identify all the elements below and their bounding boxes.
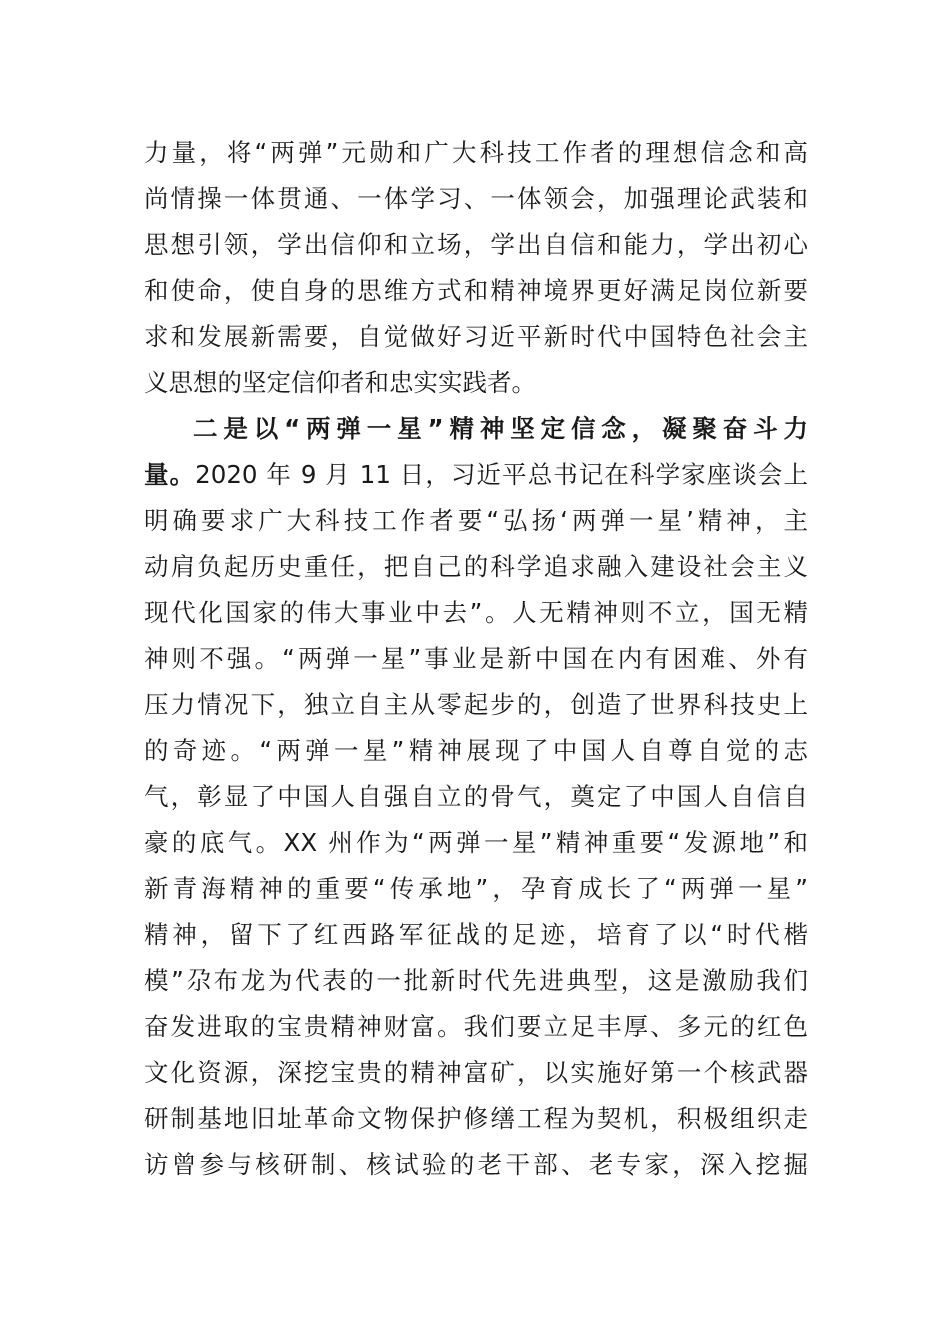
text-line: 的奇迹。“两弹一星”精神展现了中国人自尊自觉的志: [144, 736, 808, 765]
document-body: [144, 130, 808, 1188]
paragraph-2: [144, 406, 808, 1188]
paragraph-heading-end: 量。: [144, 460, 196, 489]
text-line: 和使命，使自身的思维方式和精神境界更好满足岗位新要: [144, 276, 808, 305]
text-line: 精神，留下了红西路军征战的足迹，培育了以“时代楷: [144, 920, 808, 949]
text-line: 文化资源，深挖宝贵的精神富矿，以实施好第一个核武器: [144, 1058, 808, 1087]
text-line: 现代化国家的伟大事业中去”。人无精神则不立，国无精: [144, 598, 808, 627]
text-line: 力量，将“两弹”元勋和广大科技工作者的理想信念和高: [144, 138, 808, 167]
text-line: 明确要求广大科技工作者要“弘扬‘两弹一星’精神，主: [144, 506, 808, 535]
text-line: 义思想的坚定信仰者和忠实实践者。: [144, 368, 536, 397]
text-line: 思想引领，学出信仰和立场，学出自信和能力，学出初心: [144, 230, 808, 259]
text-line: 新青海精神的重要“传承地”，孕育成长了“两弹一星”: [144, 874, 808, 903]
paragraph-heading: 二是以“两弹一星”精神坚定信念，凝聚奋斗力: [193, 414, 808, 443]
text-line: 求和发展新需要，自觉做好习近平新时代中国特色社会主: [144, 322, 808, 351]
text-line-rest: 2020 年 9 月 11 日，习近平总书记在科学家座谈会上: [195, 460, 808, 489]
text-line: 气，彰显了中国人自强自立的骨气，奠定了中国人自信自: [144, 782, 808, 811]
text-line: 神则不强。“两弹一星”事业是新中国在内有困难、外有: [144, 644, 808, 673]
text-line: 压力情况下，独立自主从零起步的，创造了世界科技史上: [144, 690, 808, 719]
text-line: 奋发进取的宝贵精神财富。我们要立足丰厚、多元的红色: [144, 1012, 808, 1041]
text-line: 访曾参与核研制、核试验的老干部、老专家，深入挖掘: [144, 1150, 808, 1179]
text-line: 尚情操一体贯通、一体学习、一体领会，加强理论武装和: [144, 184, 808, 213]
paragraph-1: [144, 130, 808, 406]
text-line: 动肩负起历史重任，把自己的科学追求融入建设社会主义: [144, 552, 808, 581]
text-line: 豪的底气。XX 州作为“两弹一星”精神重要“发源地”和: [144, 828, 808, 857]
text-line: 模”尕布龙为代表的一批新时代先进典型，这是激励我们: [144, 966, 808, 995]
text-line: [144, 452, 808, 498]
text-line: 研制基地旧址革命文物保护修缮工程为契机，积极组织走: [144, 1104, 808, 1133]
